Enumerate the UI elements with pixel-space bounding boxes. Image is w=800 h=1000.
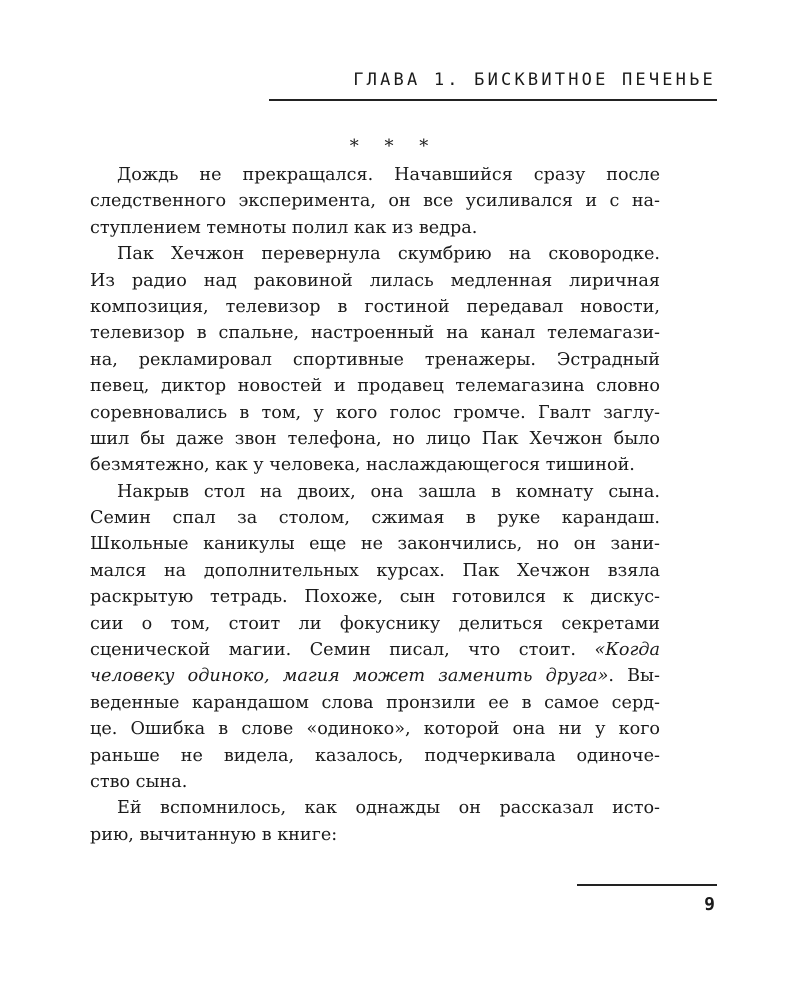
text-line: сии о том, стоит ли фокуснику делиться секретами [90, 613, 660, 634]
text-line: человеку одиноко, магия может заменить друга». Вы- [90, 666, 660, 687]
text-line: Дождь не прекращался. Начавшийся сразу после [117, 165, 660, 185]
text-line: раньше не видела, казалось, подчеркивала одиноче- [90, 745, 660, 766]
text-line: композиция, телевизор в гостиной передавал новости, [90, 296, 660, 317]
italic-quote-start: «Когда [594, 640, 660, 661]
page-number: 9 [704, 894, 715, 915]
text-line: мался на дополнительных курсах. Пак Хечжон взяла [90, 560, 660, 581]
text-line: Из радио над раковиной лилась медленная лиричная [90, 270, 660, 291]
text-line: следственного эксперимента, он все усиливался и с на- [90, 191, 660, 212]
text-line: на, рекламировал спортивные тренажеры. Эстрадный [90, 349, 660, 370]
text-line: це. Ошибка в слове «одиноко», которой она ни у кого [90, 719, 660, 740]
text-line: Пак Хечжон перевернула скумбрию на сковородке. [117, 244, 660, 265]
running-head-chapter-title: ГЛАВА 1. БИСКВИТНОЕ ПЕЧЕНЬЕ [353, 70, 716, 90]
text-line: веденные карандашом слова пронзили ее в самое серд- [90, 692, 660, 713]
italic-quote: человеку одиноко, магия может заменить друга» [90, 666, 609, 687]
text-line: ство сына. [90, 771, 188, 792]
text-line: шил бы даже звон телефона, но лицо Пак Хечжон было [90, 428, 660, 449]
text-line: раскрытую тетрадь. Похоже, сын готовился к дискус- [90, 587, 660, 608]
text-line: соревновались в том, у кого голос громче. Гвалт заглу- [90, 402, 660, 423]
text-line: безмятежно, как у человека, наслаждающегося тишиной. [90, 455, 635, 476]
text-line: ступлением темноты полил как из ведра. [90, 217, 478, 238]
text-line: сценической магии. Семин писал, что стоит. «Когда [90, 640, 660, 661]
section-break: * * * [349, 136, 439, 157]
header-rule [269, 99, 717, 101]
text-line: телевизор в спальне, настроенный на канал телемагази- [90, 323, 660, 344]
text-line: Накрыв стол на двоих, она зашла в комнату сына. [117, 481, 660, 502]
text-line: Семин спал за столом, сжимая в руке карандаш. [90, 508, 660, 529]
footer-rule [577, 884, 717, 886]
text-line: рию, вычитанную в книге: [90, 824, 338, 845]
body-text [90, 162, 660, 848]
text-line: Ей вспомнилось, как однажды он рассказал исто- [117, 798, 660, 819]
text-line: Школьные каникулы еще не закончились, но он зани- [90, 534, 660, 555]
text-line: певец, диктор новостей и продавец телемагазина словно [90, 376, 660, 397]
